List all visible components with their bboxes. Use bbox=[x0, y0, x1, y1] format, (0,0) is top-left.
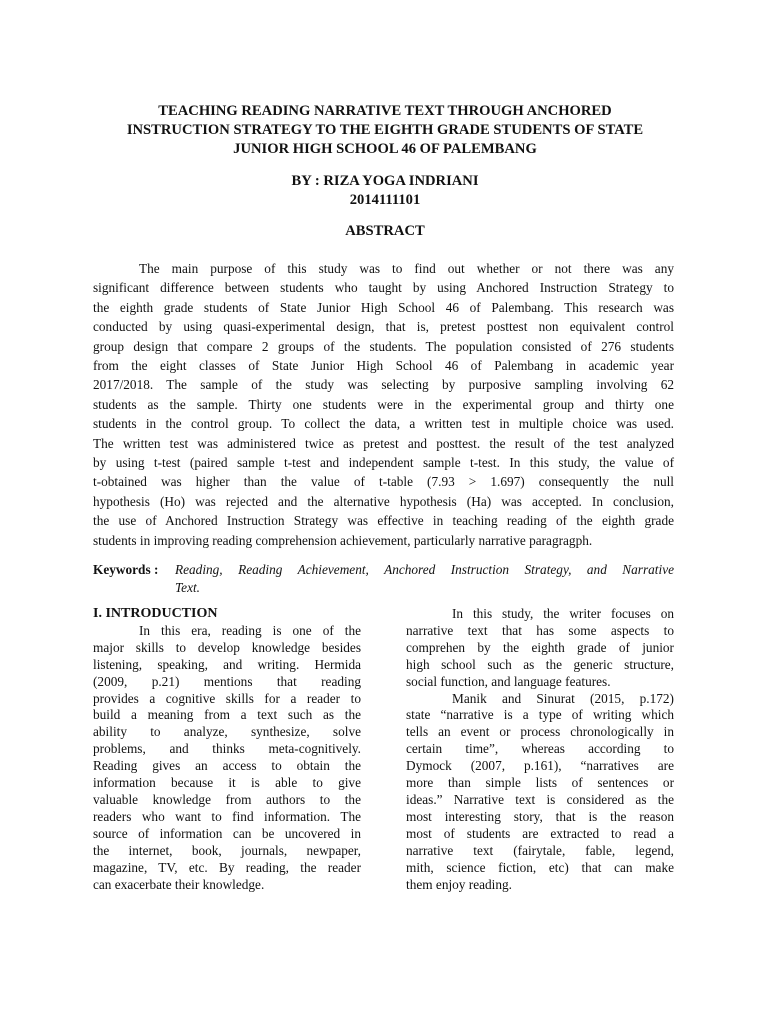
body-line: readers who want to find information. The bbox=[93, 808, 361, 824]
body-line: most interesting story, that is the reason bbox=[406, 808, 674, 824]
abstract-line: 2017/2018. The sample of the study was selecting by purposive sampling involving 62 bbox=[93, 377, 674, 393]
introduction-heading: I. INTRODUCTION bbox=[93, 606, 218, 621]
keywords-list bbox=[175, 561, 674, 596]
body-line: information because it is able to give bbox=[93, 775, 361, 791]
body-line: build a meaning from a text such as the bbox=[93, 707, 361, 723]
body-line: listening, speaking, and writing. Hermida bbox=[93, 656, 361, 672]
abstract-line: from the eight classes of State Junior High School 46 of Palembang in academic year bbox=[93, 358, 674, 374]
title-line: JUNIOR HIGH SCHOOL 46 OF PALEMBANG bbox=[233, 141, 537, 157]
keywords-label: Keywords : bbox=[93, 562, 159, 577]
body-line: major skills to develop knowledge besides bbox=[93, 639, 361, 655]
abstract-body bbox=[93, 259, 674, 550]
body-line: Dymock (2007, p.161), “narratives are bbox=[406, 758, 674, 774]
body-line: can exacerbate their knowledge. bbox=[93, 876, 265, 892]
body-line: In this era, reading is one of the bbox=[139, 622, 361, 638]
abstract-line: The written test was administered twice as pretest and posttest. the result of the test analyzed bbox=[93, 435, 674, 451]
keywords-line: Reading, Reading Achievement, Anchored Instruction Strategy, and Narrative bbox=[175, 562, 674, 577]
abstract-line: students in improving reading comprehension achievement, particularly narrative paragragph. bbox=[93, 532, 593, 548]
body-line: state “narrative is a type of writing which bbox=[406, 707, 674, 723]
abstract-line: the use of Anchored Instruction Strategy was effective in teaching reading of the eighth grade bbox=[93, 513, 674, 529]
abstract-line: by using t-test (paired sample t-test and independent sample t-test. In this study, the value of bbox=[93, 455, 674, 471]
body-line: ability to analyze, synthesize, solve bbox=[93, 724, 361, 740]
abstract-line: students as the sample. Thirty one students were in the experimental group and thirty one bbox=[93, 396, 674, 412]
abstract-line: hypothesis (Ho) was rejected and the alternative hypothesis (Ha) was accepted. In conclusion, bbox=[93, 493, 674, 509]
body-line: magazine, TV, etc. By reading, the reader bbox=[93, 859, 361, 875]
author-name: BY : RIZA YOGA INDRIANI bbox=[291, 173, 479, 189]
body-line: the internet, book, journals, newpaper, bbox=[93, 842, 361, 858]
abstract-line: significant difference between students who taught by using Anchored Instruction Strategy to bbox=[93, 280, 674, 296]
title-line: INSTRUCTION STRATEGY TO THE EIGHTH GRADE STUDENTS OF STATE bbox=[126, 122, 644, 138]
body-line: provides a cognitive skills for a reader to bbox=[93, 690, 361, 706]
author-block bbox=[93, 172, 677, 210]
body-line: certain time”, whereas according to bbox=[406, 741, 674, 757]
body-line: comprehen by the eighth grade of junior bbox=[406, 639, 674, 655]
paper-title bbox=[93, 102, 677, 159]
abstract-line: students in the control group. To collect the data, a written test in multiple choice was used. bbox=[93, 416, 674, 432]
body-line: (2009, p.21) mentions that reading bbox=[93, 673, 361, 689]
body-line: mith, science fiction, etc) that can make bbox=[406, 859, 674, 875]
body-line: ideas.” Narrative text is considered as the bbox=[406, 791, 674, 807]
body-line: problems, and thinks meta-cognitively. bbox=[93, 741, 361, 757]
body-line: Reading gives an access to obtain the bbox=[93, 758, 361, 774]
body-line: valuable knowledge from authors to the bbox=[93, 791, 361, 807]
student-id: 2014111101 bbox=[349, 192, 421, 208]
body-line: tells an event or process chronologically in bbox=[406, 724, 674, 740]
abstract-line: group design that compare 2 groups of the students. The population consisted of 276 students bbox=[93, 338, 674, 354]
body-line: narrative text (fairytale, fable, legend, bbox=[406, 842, 674, 858]
body-line: more than simple lists of sentences or bbox=[406, 775, 674, 791]
abstract-line: the eighth grade students of State Junior High School 46 of Palembang. This research was bbox=[93, 299, 674, 315]
keywords-line: Text. bbox=[175, 579, 200, 595]
abstract-line: The main purpose of this study was to find out whether or not there was any bbox=[139, 261, 674, 276]
body-line: most of students are extracted to read a bbox=[406, 825, 674, 841]
body-line: them enjoy reading. bbox=[406, 876, 512, 892]
body-line: high school such as the generic structure, bbox=[406, 656, 674, 672]
body-line: source of information can be uncovered in bbox=[93, 825, 361, 841]
body-line: Manik and Sinurat (2015, p.172) bbox=[452, 690, 674, 706]
abstract-heading: ABSTRACT bbox=[345, 223, 425, 239]
body-line: narrative text that has some aspects to bbox=[406, 622, 674, 638]
body-line: In this study, the writer focuses on bbox=[452, 606, 674, 621]
introduction-right-column bbox=[406, 606, 674, 893]
title-line: TEACHING READING NARRATIVE TEXT THROUGH ANCHORED bbox=[158, 103, 612, 119]
body-line: social function, and language features. bbox=[406, 673, 611, 689]
introduction-left-column bbox=[93, 606, 361, 893]
abstract-line: conducted by using quasi-experimental design, that is, pretest posttest non equivalent control bbox=[93, 319, 674, 335]
abstract-line: t-obtained was higher than the value of t-table (7.93 > 1.697) consequently the null bbox=[93, 474, 674, 490]
